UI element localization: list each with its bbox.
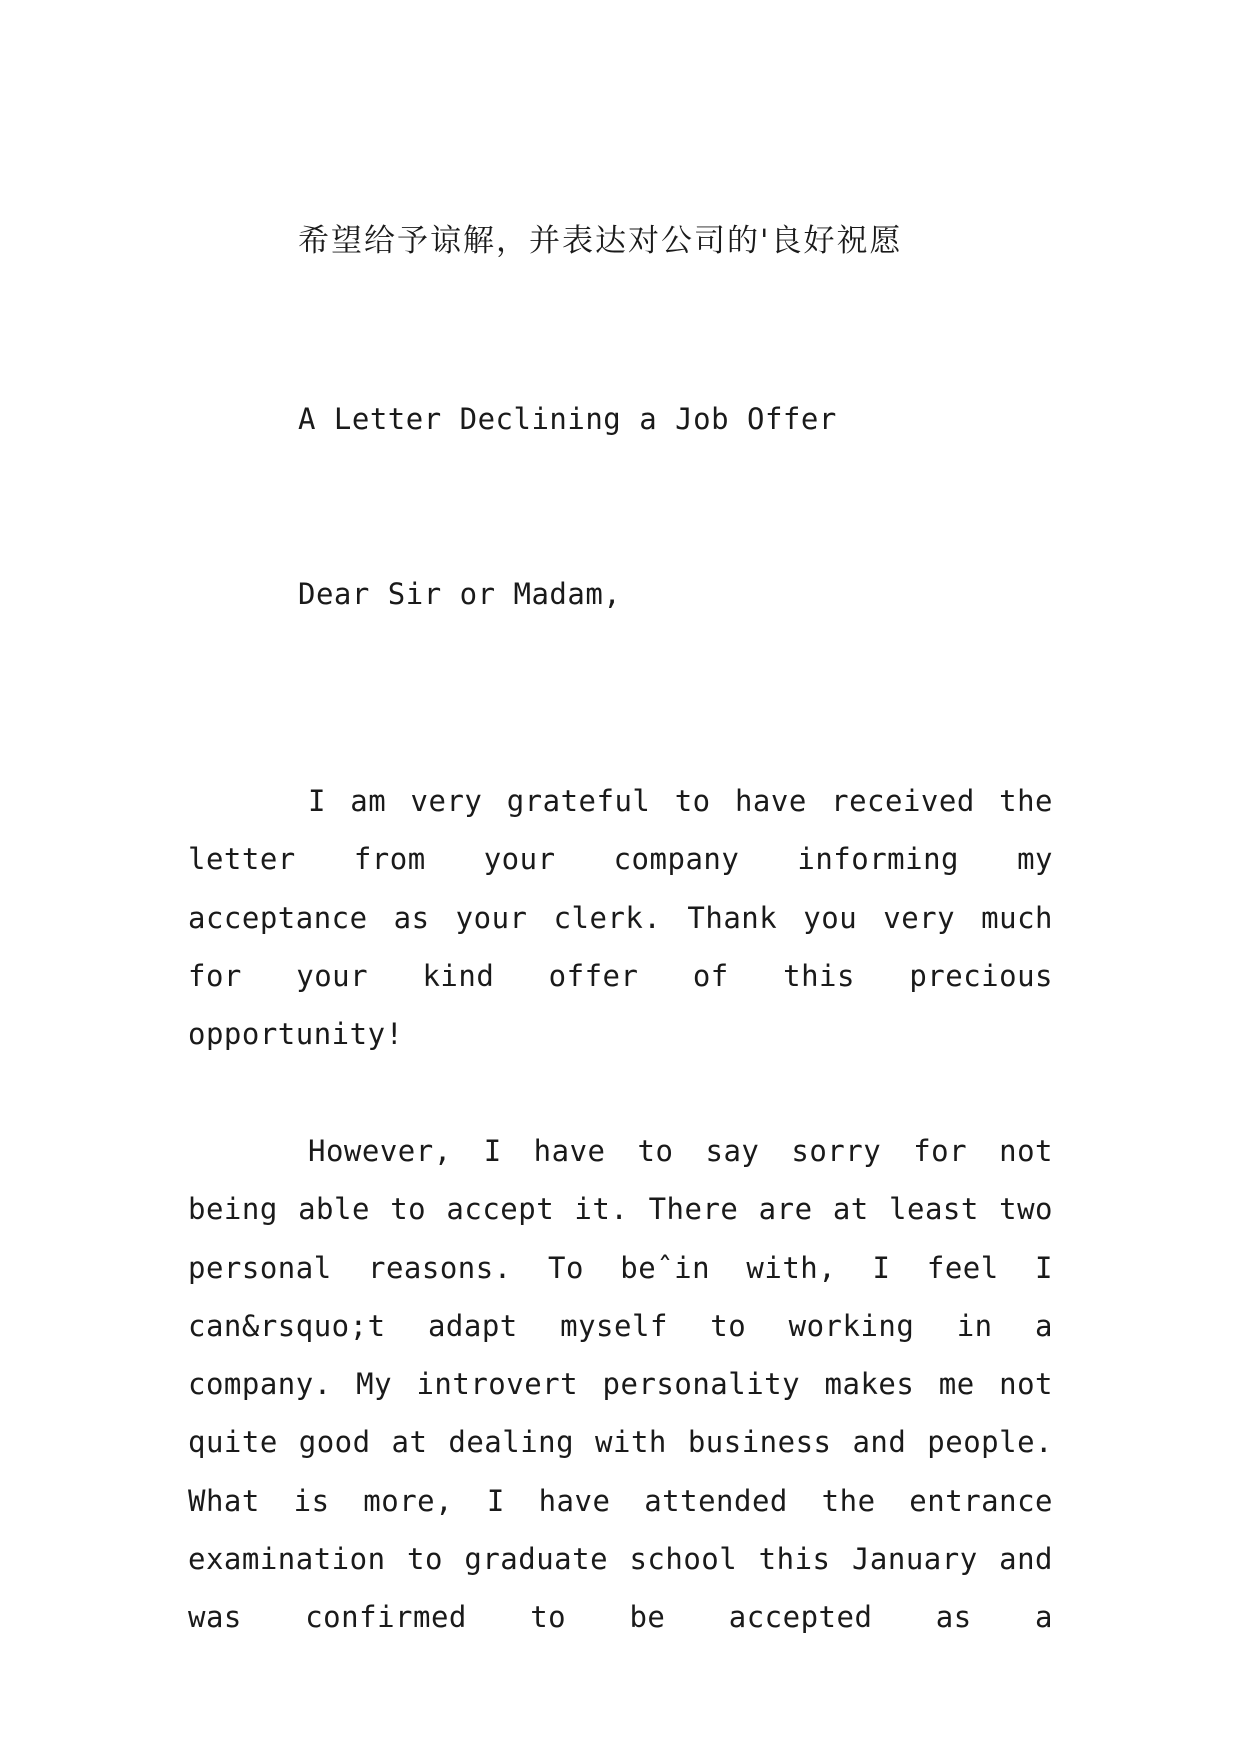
salutation: Dear Sir or Madam, (298, 577, 622, 611)
body-paragraph-1: I am very grateful to have received the letter from your company informing my acceptance as your clerk. Thank you very much for your kind offer of this precious opportunity! (188, 784, 1053, 1052)
body-paragraph-2: However, I have to say sorry for not being able to accept it. There are at least two personal reasons. To beˆin with, I feel I can&rsquo;t adapt myself to working in a company. My introvert personality makes me not quite good at dealing with business and people. What is more, I have attended the entrance examination to graduate school this January and was confirmed to be accepted as a (188, 1134, 1053, 1635)
document-title: A Letter Declining a Job Offer (298, 402, 837, 436)
document-subtitle: 希望给予谅解，并表达对公司的'良好祝愿 (298, 223, 903, 259)
